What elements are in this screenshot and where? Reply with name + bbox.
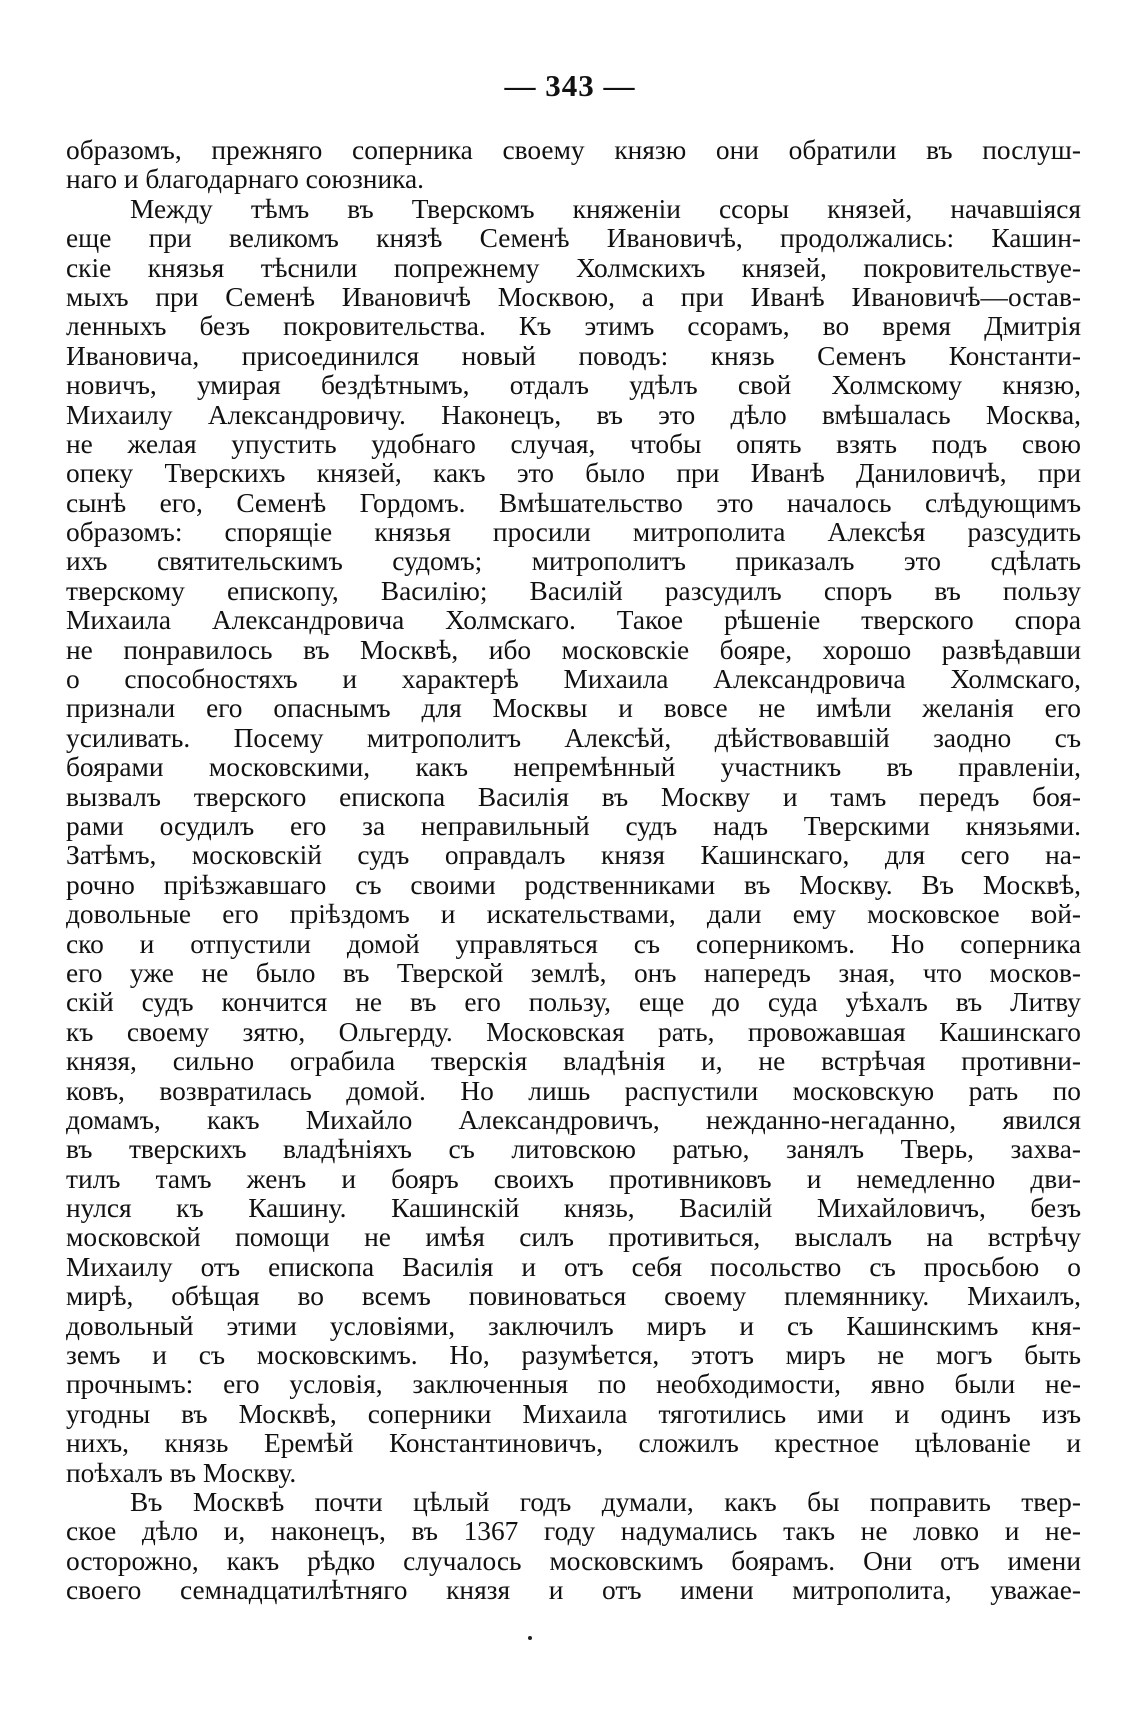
text-line: образомъ, прежняго соперника своему князю они обратили въ послуш- <box>66 136 1081 165</box>
text-line: о способностяхъ и характерѣ Михаила Александровича Холмскаго, <box>66 665 1081 695</box>
text-line: боярами московскими, какъ непремѣнный участникъ въ правленіи, <box>66 753 1081 783</box>
text-line: сынѣ его, Семенѣ Гордомъ. Вмѣшательство это началось слѣдующимъ <box>66 488 1081 518</box>
text-line: его уже не было въ Тверской землѣ, онъ напередъ зная, что москов- <box>66 958 1081 988</box>
text-line: образомъ: спорящіе князья просили митрополита Алексѣя разсудить <box>66 518 1081 548</box>
text-line: рочно пріѣзжавшаго съ своими родственниками въ Москву. Въ Москвѣ, <box>66 870 1081 900</box>
text-line: нихъ, князь Еремѣй Константиновичъ, сложилъ крестное цѣлованіе и <box>66 1429 1081 1459</box>
text-line: мыхъ при Семенѣ Ивановичѣ Москвою, а при Иванѣ Ивановичѣ—остав- <box>66 282 1081 312</box>
text-line: еще при великомъ князѣ Семенѣ Ивановичѣ, продолжались: Кашин- <box>66 224 1081 254</box>
text-line: угодны въ Москвѣ, соперники Михаила тяготились ими и одинъ изъ <box>66 1399 1081 1429</box>
text-line: мирѣ, обѣщая во всемъ повиноваться своему племяннику. Михаилъ, <box>66 1282 1081 1312</box>
text-line: ковъ, возвратилась домой. Но лишь распустили московскую рать по <box>66 1076 1081 1106</box>
text-line: земъ и съ московскимъ. Но, разумѣется, этотъ миръ не могъ быть <box>66 1341 1081 1371</box>
text-line: ское дѣло и, наконецъ, въ 1367 году надумались такъ не ловко и не- <box>66 1517 1081 1547</box>
text-line: новичъ, умирая бездѣтнымъ, отдалъ удѣлъ свой Холмскому князю, <box>66 371 1081 401</box>
text-line: довольные его пріѣздомъ и искательствами, дали ему московское вой- <box>66 900 1081 930</box>
text-line: ско и отпустили домой управляться съ соперникомъ. Но соперника <box>66 929 1081 959</box>
text-line: прочнымъ: его условія, заключенныя по необходимости, явно были не- <box>66 1370 1081 1400</box>
page-number: — 343 — <box>504 68 636 103</box>
text-line: не желая упустить удобнаго случая, чтобы опять взять подъ свою <box>66 429 1081 459</box>
text-line: поѣхалъ въ Москву. <box>66 1458 297 1488</box>
text-line: опеку Тверскихъ князей, какъ это было при Иванѣ Даниловичѣ, при <box>66 459 1081 489</box>
text-line: скій судъ кончится не въ его пользу, еще до суда уѣхалъ въ Литву <box>66 988 1081 1018</box>
text-line: Михаила Александровича Холмскаго. Такое рѣшеніе тверского спора <box>66 606 1081 636</box>
text-line: Въ Москвѣ почти цѣлый годъ думали, какъ бы поправить твер- <box>130 1487 1081 1517</box>
text-line: домамъ, какъ Михайло Александровичъ, нежданно-негаданно, явился <box>66 1105 1081 1135</box>
text-line: къ своему зятю, Ольгерду. Московская рать, провожавшая Кашинскаго <box>66 1017 1081 1047</box>
text-line: нулся къ Кашину. Кашинскій князь, Василій Михайловичъ, безъ <box>66 1194 1081 1224</box>
paragraph <box>66 195 1081 1488</box>
text-line: Между тѣмъ въ Тверскомъ княженіи ссоры князей, начавшіяся <box>130 194 1081 224</box>
text-line: въ тверскихъ владѣніяхъ съ литовскою ратью, занялъ Тверь, захва- <box>66 1135 1081 1165</box>
text-line: наго и благодарнаго союзника. <box>66 165 425 195</box>
text-line: своего семнадцатилѣтняго князя и отъ имени митрополита, уважае- <box>66 1576 1081 1606</box>
paragraph <box>66 136 1081 195</box>
text-line: не понравилось въ Москвѣ, ибо московскіе бояре, хорошо развѣдавши <box>66 635 1081 665</box>
body-text <box>66 136 1081 1606</box>
text-line: Ивановича, присоединился новый поводъ: князь Семенъ Константи- <box>66 341 1081 371</box>
text-line: московской помощи не имѣя силъ противиться, выслалъ на встрѣчу <box>66 1223 1081 1253</box>
paragraph <box>66 1488 1081 1606</box>
text-line: ихъ святительскимъ судомъ; митрополитъ приказалъ это сдѣлать <box>66 547 1081 577</box>
text-line: Михаилу Александровичу. Наконецъ, въ это дѣло вмѣшалась Москва, <box>66 400 1081 430</box>
text-line: осторожно, какъ рѣдко случалось московскимъ боярамъ. Они отъ имени <box>66 1546 1081 1576</box>
text-line: рами осудилъ его за неправильный судъ надъ Тверскими князьями. <box>66 811 1081 841</box>
text-line: вызвалъ тверского епископа Василія въ Москву и тамъ передъ боя- <box>66 782 1081 812</box>
text-line: Михаилу отъ епископа Василія и отъ себя посольство съ просьбою о <box>66 1252 1081 1282</box>
text-line: признали его опаснымъ для Москвы и вовсе не имѣли желанія его <box>66 694 1081 724</box>
text-line: князя, сильно ограбила тверскія владѣнія и, не встрѣчая противни- <box>66 1047 1081 1077</box>
text-line: тверскому епископу, Василію; Василій разсудилъ споръ въ пользу <box>66 576 1081 606</box>
text-line: тилъ тамъ женъ и бояръ своихъ противниковъ и немедленно дви- <box>66 1164 1081 1194</box>
text-line: Затѣмъ, московскій судъ оправдалъ князя Кашинскаго, для сего на- <box>66 841 1081 871</box>
text-line: ленныхъ безъ покровительства. Къ этимъ ссорамъ, во время Дмитрія <box>66 312 1081 342</box>
ink-speck <box>528 1636 532 1640</box>
text-line: усиливать. Посему митрополитъ Алексѣй, дѣйствовавшій заодно съ <box>66 723 1081 753</box>
text-line: скіе князья тѣснили попрежнему Холмскихъ князей, покровительствуе- <box>66 253 1081 283</box>
text-line: довольный этими условіями, заключилъ миръ и съ Кашинскимъ кня- <box>66 1311 1081 1341</box>
